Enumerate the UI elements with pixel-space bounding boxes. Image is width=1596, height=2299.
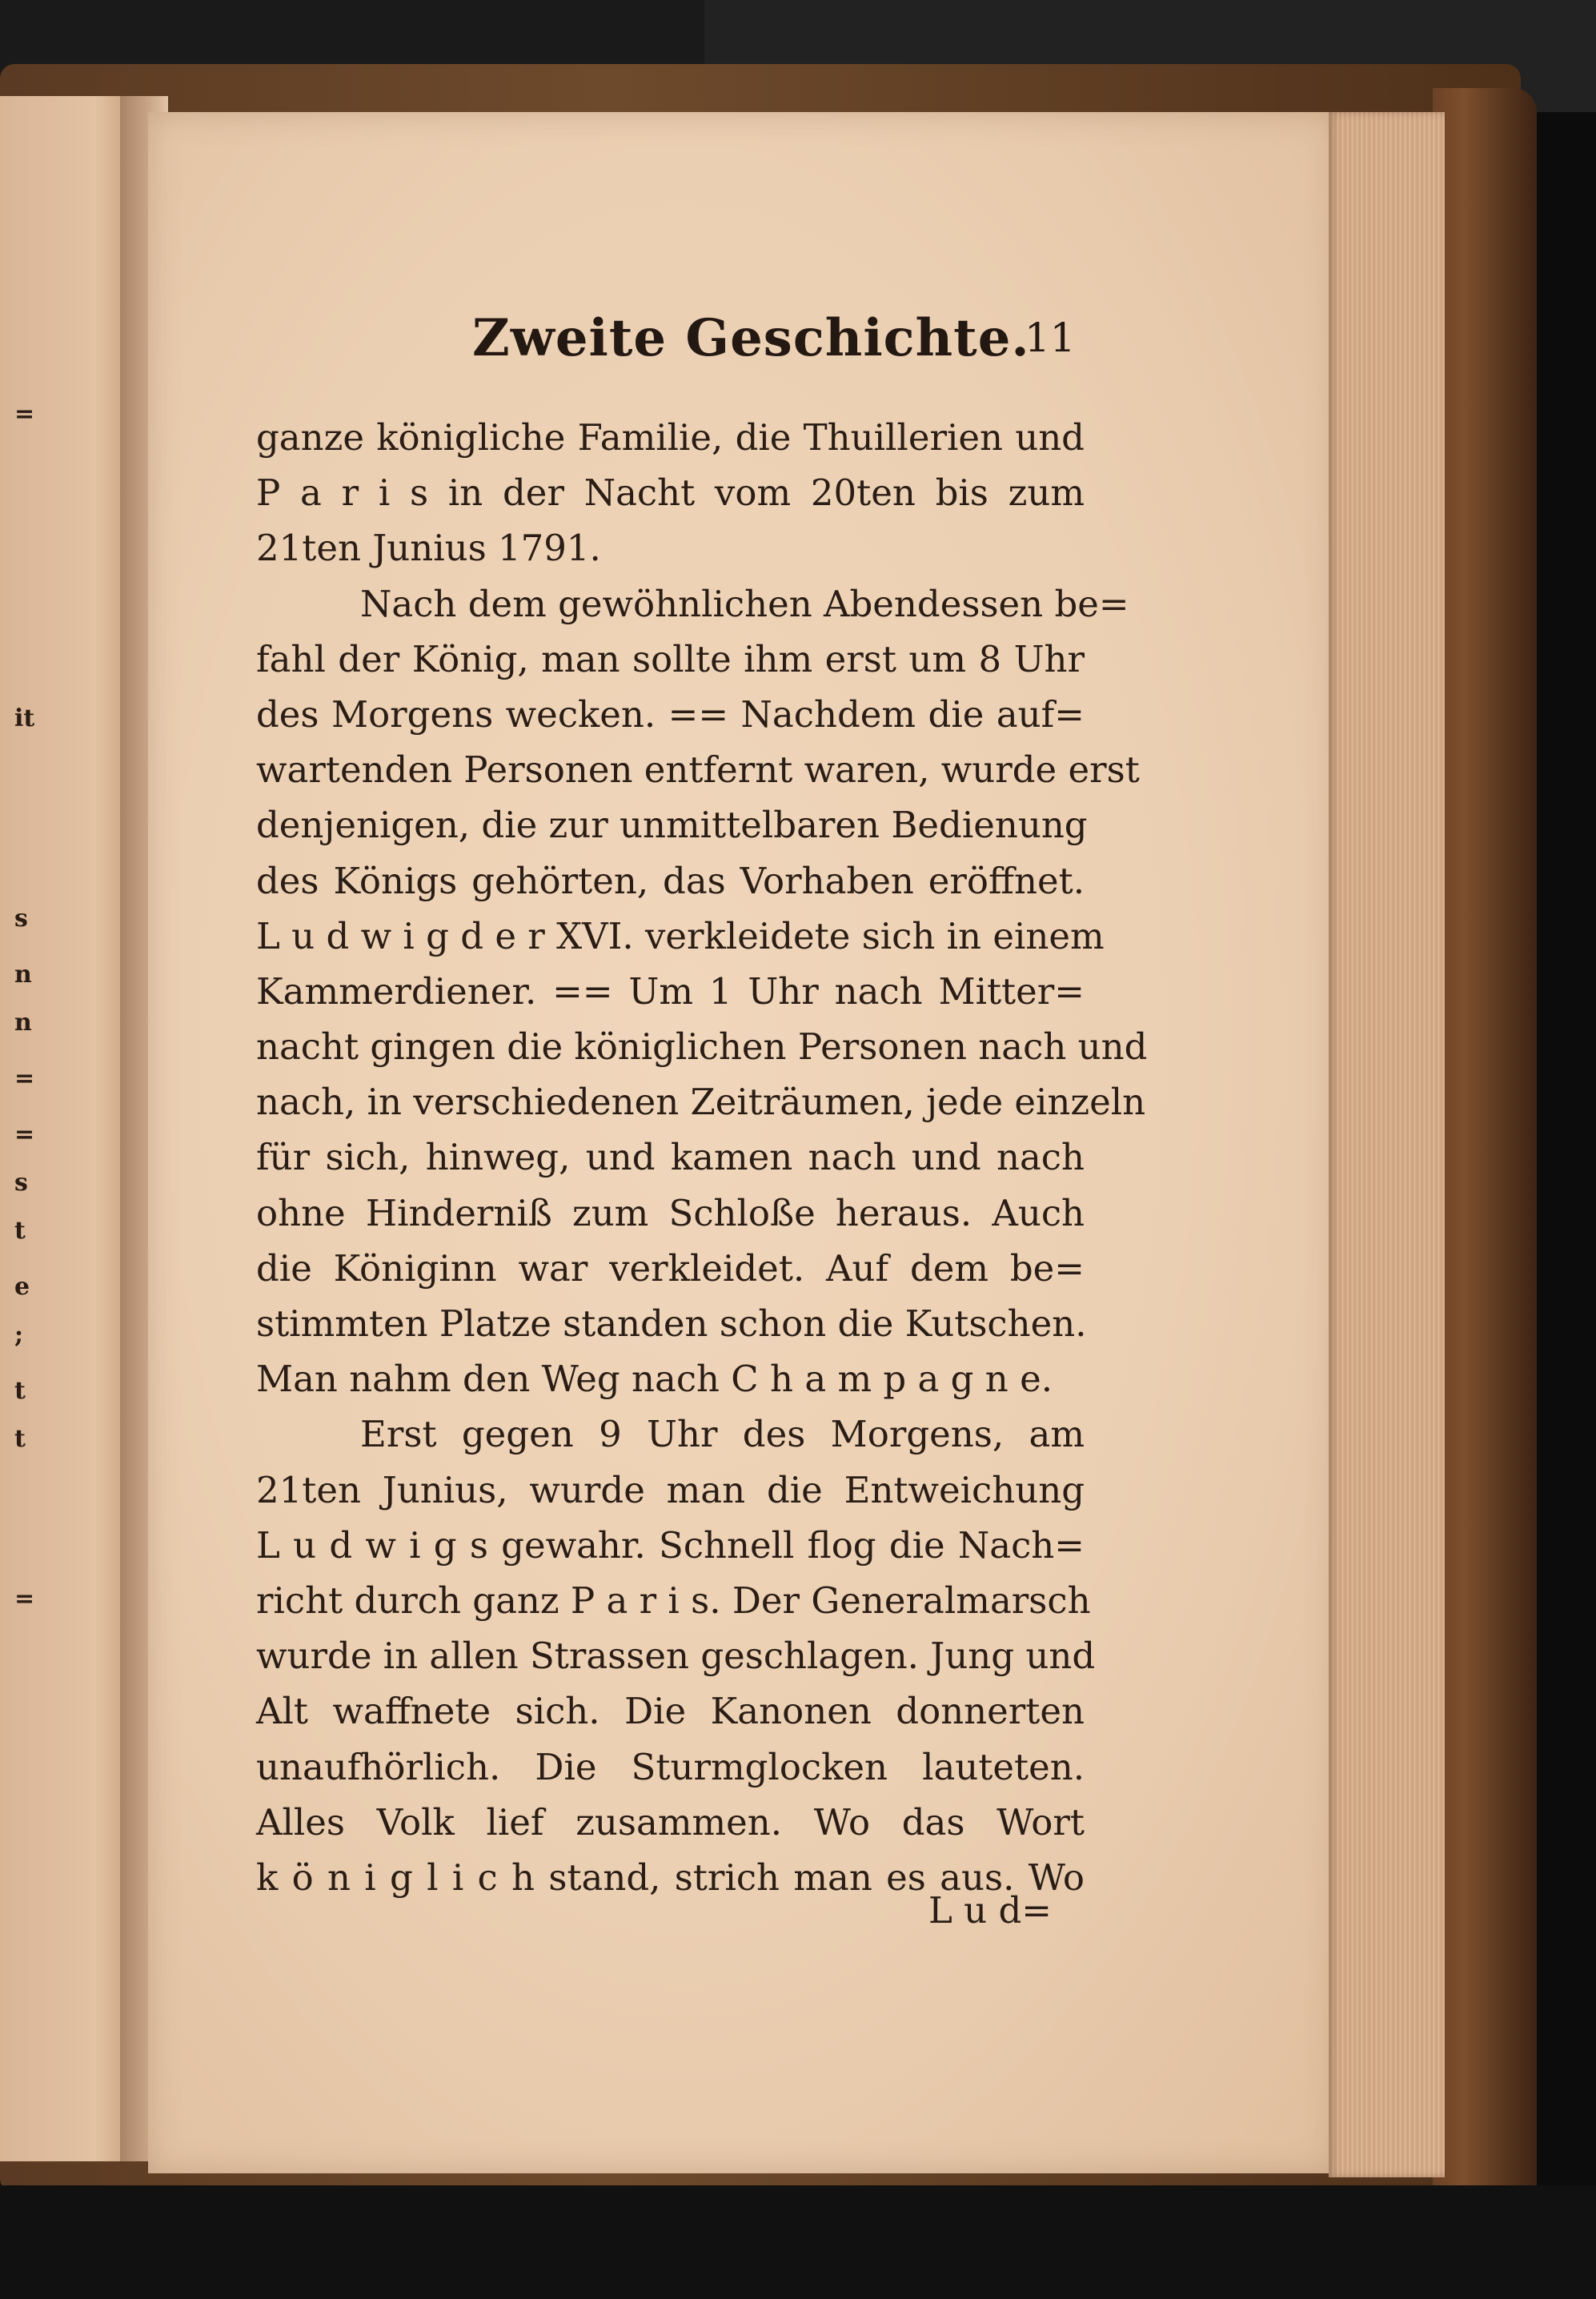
text-line: nacht gingen die königlichen Personen nach und [256, 1025, 1148, 1069]
edge-fragment: t [14, 1425, 26, 1453]
text-line: denjenigen, die zur unmittelbaren Bedienung [256, 804, 1088, 847]
edge-fragment: = [14, 400, 35, 428]
edge-fragment: t [14, 1217, 26, 1245]
edge-fragment: n [14, 961, 32, 989]
chapter-title: Zweite Geschichte. [472, 308, 1030, 368]
edge-fragment: t [14, 1377, 26, 1405]
text-line: Nach dem gewöhnlichen Abendessen be= [360, 582, 1129, 625]
text-line: richt durch ganz P a r i s. Der Generalmarsch [256, 1579, 1091, 1622]
edge-fragment: ; [14, 1321, 24, 1349]
text-line: ohne Hinderniß zum Schloße heraus. Auch [256, 1191, 1085, 1234]
text-line: Erst gegen 9 Uhr des Morgens, am [360, 1413, 1085, 1456]
text-line: Alles Volk lief zusammen. Wo das Wort [256, 1800, 1085, 1844]
book-spine-edge [1433, 88, 1537, 2209]
text-line: Man nahm den Weg nach C h a m p a g n e. [256, 1358, 1053, 1401]
text-line: stimmten Platze standen schon die Kutschen. [256, 1302, 1087, 1345]
text-line: 21ten Junius, wurde man die Entweichung [256, 1468, 1085, 1511]
body-text [256, 410, 1148, 1905]
edge-fragment: n [14, 1009, 32, 1037]
text-line: fahl der König, man sollte ihm erst um 8 Uhr [256, 637, 1085, 680]
text-line: für sich, hinweg, und kamen nach und nach [256, 1136, 1085, 1179]
text-line: P a r i s in der Nacht vom 20ten bis zum [256, 471, 1085, 515]
text-line: die Königinn war verkleidet. Auf dem be= [256, 1246, 1085, 1290]
page-block-edge [1329, 112, 1445, 2177]
text-line: Kammerdiener. == Um 1 Uhr nach Mitter= [256, 969, 1085, 1013]
text-line: unaufhörlich. Die Sturmglocken lauteten. [256, 1745, 1085, 1788]
text-line: ganze königliche Familie, die Thuillerien und [256, 416, 1085, 459]
edge-fragment: e [14, 1273, 30, 1301]
text-line: L u d w i g d e r XVI. verkleidete sich in einem [256, 914, 1105, 957]
text-line: wurde in allen Strassen geschlagen. Jung und [256, 1635, 1096, 1678]
text-line: Alt waffnete sich. Die Kanonen donnerten [256, 1690, 1085, 1733]
running-header [472, 308, 1081, 372]
text-line: des Morgens wecken. == Nachdem die auf= [256, 692, 1085, 736]
text-line: des Königs gehörten, das Vorhaben eröffnet. [256, 859, 1085, 902]
catchword: L u d= [928, 1889, 1052, 1932]
edge-fragment: = [14, 1121, 35, 1149]
edge-fragment: = [14, 1585, 35, 1613]
text-line: L u d w i g s gewahr. Schnell flog die Nach= [256, 1523, 1085, 1567]
left-facing-page [0, 96, 136, 2161]
edge-fragment: = [14, 1065, 35, 1093]
text-line: 21ten Junius 1791. [256, 527, 601, 570]
background-shadow [0, 2185, 1596, 2299]
text-line: wartenden Personen entfernt waren, wurde erst [256, 748, 1140, 792]
text-line: k ö n i g l i c h stand, strich man es aus. Wo [256, 1856, 1085, 1899]
page-number: 11 [1025, 315, 1076, 361]
text-line: nach, in verschiedenen Zeiträumen, jede einzeln [256, 1081, 1146, 1124]
edge-fragment: s [14, 1169, 28, 1197]
edge-fragment: s [14, 905, 28, 933]
edge-fragment: it [14, 704, 35, 732]
